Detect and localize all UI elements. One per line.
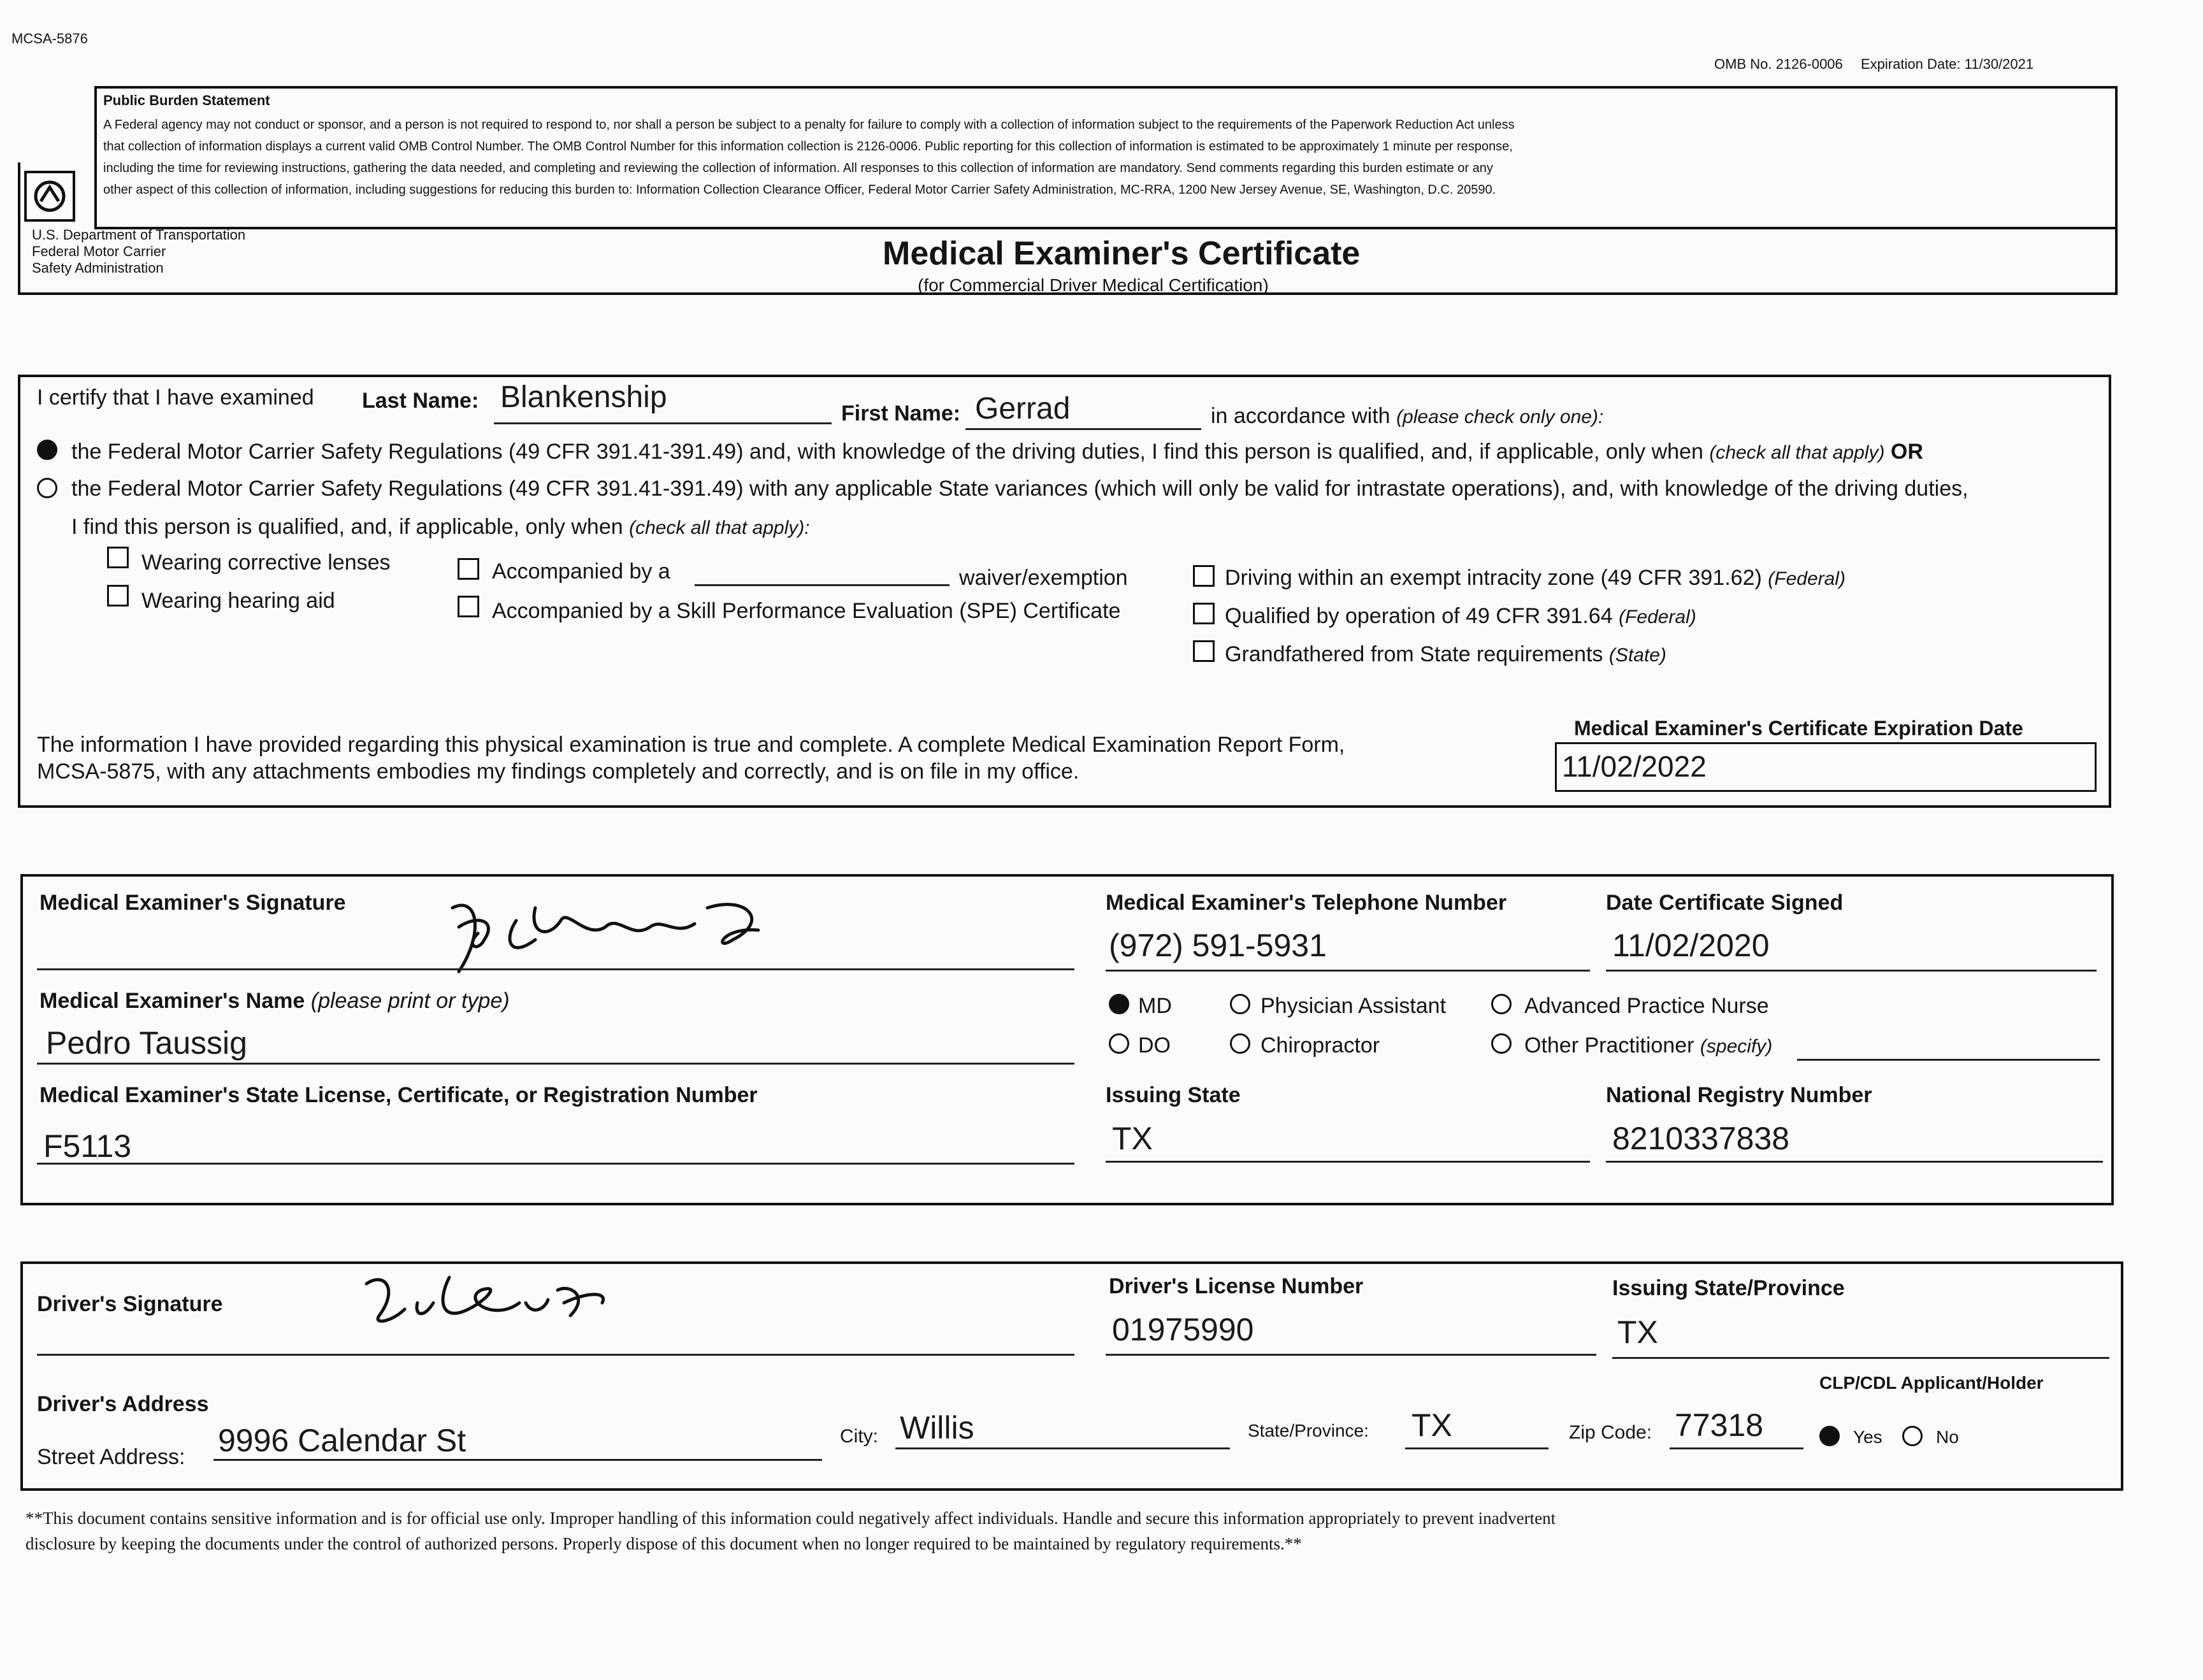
clp-yes-label: Yes bbox=[1853, 1427, 1882, 1447]
street-label: Street Address: bbox=[37, 1445, 185, 1469]
city-label: City: bbox=[840, 1426, 878, 1447]
examiner-name-value[interactable]: Pedro Taussig bbox=[46, 1025, 247, 1061]
option-state-label: the Federal Motor Carrier Safety Regulations (49 CFR 391.41-391.49) with any applicable State variances (which will only be valid for intrastate operations), and, with knowledge of the driving duties, bbox=[71, 477, 1968, 501]
registry-value[interactable]: 8210337838 bbox=[1612, 1121, 1790, 1156]
intracity-checkbox[interactable] bbox=[1193, 565, 1215, 587]
driver-issuing-label: Issuing State/Province bbox=[1612, 1276, 1845, 1300]
last-name-label: Last Name: bbox=[362, 389, 479, 413]
option-state-label-cont: I find this person is qualified, and, if applicable, only when bbox=[71, 515, 623, 539]
burden-title: Public Burden Statement bbox=[103, 92, 270, 108]
driver-signature-icon bbox=[354, 1265, 621, 1335]
license-line bbox=[37, 1163, 1074, 1165]
page-subtitle: (for Commercial Driver Medical Certification) bbox=[918, 275, 1269, 295]
first-name-line bbox=[965, 428, 1201, 430]
certify-intro: I certify that I have examined bbox=[37, 385, 314, 410]
spe-checkbox[interactable] bbox=[458, 596, 479, 617]
grandfathered-label: Grandfathered from State requirements bbox=[1225, 642, 1603, 666]
other-practitioner-text bbox=[1524, 1033, 1772, 1058]
agency-line-1: U.S. Department of Transportation bbox=[32, 227, 246, 243]
phone-line bbox=[1106, 970, 1590, 972]
agency-line-3: Safety Administration bbox=[32, 260, 164, 276]
zip-value[interactable]: 77318 bbox=[1675, 1407, 1764, 1443]
license-label: Medical Examiner's State License, Certificate, or Registration Number bbox=[40, 1083, 758, 1107]
hearing-aid-label: Wearing hearing aid bbox=[141, 589, 335, 613]
dot-logo-icon bbox=[24, 171, 75, 222]
accordance-text bbox=[1211, 404, 1603, 429]
examiner-signature-label: Medical Examiner's Signature bbox=[40, 891, 346, 915]
other-practitioner-note: (specify) bbox=[1700, 1036, 1773, 1057]
option-federal-text bbox=[71, 440, 1923, 464]
street-line bbox=[213, 1459, 822, 1461]
grandfathered-note: (State) bbox=[1608, 645, 1666, 666]
clp-no-radio[interactable] bbox=[1902, 1426, 1923, 1446]
date-signed-label: Date Certificate Signed bbox=[1606, 891, 1844, 915]
waiver-label: waiver/exemption bbox=[959, 566, 1128, 590]
first-name-value[interactable]: Gerrad bbox=[975, 392, 1071, 426]
zip-label: Zip Code: bbox=[1569, 1422, 1652, 1443]
date-signed-line bbox=[1606, 970, 2097, 972]
burden-line-4: other aspect of this collection of information, including suggestions for reducing this burden to: Information Collection Clearance Officer, Federal Motor Carrier Safety Administration, MC-RRA, 1200 New Jersey Avenue, SE, Washington, D.C. 20590. bbox=[103, 183, 1496, 197]
operation-note: (Federal) bbox=[1619, 607, 1696, 628]
driver-signature-label: Driver's Signature bbox=[37, 1292, 223, 1316]
other-practitioner-label: Other Practitioner bbox=[1524, 1033, 1694, 1058]
form-id: MCSA-5876 bbox=[11, 31, 88, 47]
accordance-label: in accordance with bbox=[1211, 404, 1390, 428]
do-label: DO bbox=[1138, 1033, 1171, 1058]
operation-checkbox[interactable] bbox=[1193, 603, 1215, 624]
statement-line-1: The information I have provided regarding this physical examination is true and complete. A complete Medical Examination Report Form, bbox=[37, 733, 1345, 757]
statement-line-2: MCSA-5875, with any attachments embodies my findings completely and correctly, and is on file in my office. bbox=[37, 759, 1080, 784]
option-or: OR bbox=[1890, 440, 1923, 464]
corrective-lenses-label: Wearing corrective lenses bbox=[141, 550, 391, 575]
other-practitioner-line[interactable] bbox=[1797, 1059, 2100, 1061]
agency-line-2: Federal Motor Carrier bbox=[32, 243, 166, 259]
option-federal-note: (check all that apply) bbox=[1709, 442, 1885, 463]
other-practitioner-radio[interactable] bbox=[1491, 1033, 1512, 1054]
first-name-label: First Name: bbox=[841, 401, 961, 426]
expiration-date-value: 11/02/2022 bbox=[1562, 750, 1707, 783]
omb-number: OMB No. 2126-0006 bbox=[1714, 56, 1843, 72]
examiner-name-label: Medical Examiner's Name bbox=[40, 989, 305, 1013]
examiner-name-note: (please print or type) bbox=[310, 989, 510, 1013]
issuing-state-line bbox=[1106, 1161, 1590, 1163]
md-radio[interactable] bbox=[1109, 994, 1129, 1014]
operation-text bbox=[1225, 604, 1696, 629]
issuing-state-value[interactable]: TX bbox=[1112, 1121, 1153, 1156]
last-name-value[interactable]: Blankenship bbox=[500, 380, 667, 414]
intracity-label: Driving within an exempt intracity zone (49 CFR 391.62) bbox=[1225, 566, 1762, 590]
phone-label: Medical Examiner's Telephone Number bbox=[1106, 891, 1507, 915]
registry-line bbox=[1606, 1161, 2103, 1163]
apn-label: Advanced Practice Nurse bbox=[1524, 994, 1769, 1018]
registry-label: National Registry Number bbox=[1606, 1083, 1872, 1107]
md-label: MD bbox=[1138, 994, 1172, 1018]
option-state-text-cont bbox=[71, 515, 810, 540]
state-label: State/Province: bbox=[1248, 1421, 1369, 1440]
footer-line-1: **This document contains sensitive information and is for official use only. Improper handling of this information could negatively affect individuals. Handle and secure this information appropriately to prevent inadvertent bbox=[25, 1509, 1556, 1528]
accordance-note: (please check only one): bbox=[1396, 406, 1604, 427]
burden-line-1: A Federal agency may not conduct or sponsor, and a person is not required to respond to, nor shall a person be subject to a penalty for failure to comply with a collection of information subject to the requirements of the Paperwork Reduction Act unless bbox=[103, 118, 1515, 132]
operation-label: Qualified by operation of 49 CFR 391.64 bbox=[1225, 604, 1613, 628]
hearing-aid-checkbox[interactable] bbox=[107, 585, 129, 607]
expiration-notice: Expiration Date: 11/30/2021 bbox=[1861, 56, 2034, 72]
do-radio[interactable] bbox=[1109, 1033, 1129, 1054]
intracity-text bbox=[1225, 566, 1845, 591]
date-signed-value[interactable]: 11/02/2020 bbox=[1612, 928, 1770, 963]
grandfathered-text bbox=[1225, 642, 1666, 667]
driver-license-value[interactable]: 01975990 bbox=[1112, 1312, 1254, 1347]
grandfathered-checkbox[interactable] bbox=[1193, 640, 1215, 662]
corrective-lenses-checkbox[interactable] bbox=[107, 547, 129, 568]
option-federal-label: the Federal Motor Carrier Safety Regulations (49 CFR 391.41-391.49) and, with knowledge of the driving duties, I find this person is qualified, and, if applicable, only when bbox=[71, 440, 1703, 464]
clp-no-label: No bbox=[1936, 1427, 1959, 1447]
pa-label: Physician Assistant bbox=[1260, 994, 1447, 1018]
driver-license-label: Driver's License Number bbox=[1109, 1274, 1364, 1298]
state-line bbox=[1405, 1447, 1549, 1449]
chiropractor-radio[interactable] bbox=[1230, 1033, 1250, 1054]
driver-signature-line[interactable] bbox=[37, 1354, 1074, 1356]
spe-label: Accompanied by a Skill Performance Evaluation (SPE) Certificate bbox=[492, 599, 1121, 623]
issuing-state-label: Issuing State bbox=[1106, 1083, 1241, 1107]
examiner-name-text bbox=[40, 989, 510, 1014]
phone-value[interactable]: (972) 591-5931 bbox=[1109, 928, 1327, 963]
expiration-date-box[interactable] bbox=[1555, 742, 2097, 792]
footer-line-2: disclosure by keeping the documents under the control of authorized persons. Properly dispose of this document when no longer required to be maintained by regulatory requirements.** bbox=[25, 1534, 1302, 1553]
clp-cdl-label: CLP/CDL Applicant/Holder bbox=[1819, 1373, 2044, 1393]
examiner-name-line bbox=[37, 1063, 1074, 1065]
driver-issuing-value[interactable]: TX bbox=[1617, 1314, 1658, 1350]
option-state-note: (check all that apply): bbox=[629, 517, 810, 538]
city-value[interactable]: Willis bbox=[900, 1410, 974, 1446]
examiner-section bbox=[20, 874, 2114, 1205]
clp-yes-radio[interactable] bbox=[1819, 1426, 1840, 1446]
zip-line bbox=[1670, 1447, 1803, 1449]
burden-line-2: that collection of information displays a current valid OMB Control Number. The OMB Control Number for this information collection is 2126-0006. Public reporting for this collection of information is estimated to be approximately 1 minute per response, bbox=[103, 140, 1513, 154]
city-line bbox=[895, 1447, 1230, 1449]
waiver-type-line[interactable] bbox=[695, 584, 950, 586]
intracity-note: (Federal) bbox=[1768, 568, 1845, 589]
last-name-line bbox=[494, 422, 832, 424]
page-title: Medical Examiner's Certificate bbox=[883, 235, 1361, 272]
driver-issuing-line bbox=[1612, 1357, 2109, 1359]
burden-line-3: including the time for reviewing instructions, gathering the data needed, and completing and reviewing the collection of information. All responses to this collection of information are mandatory. Send comments regarding this burden estimate or any bbox=[103, 161, 1493, 175]
examiner-signature-icon bbox=[440, 882, 797, 978]
option-state-radio[interactable] bbox=[37, 478, 57, 498]
waiver-checkbox[interactable] bbox=[458, 558, 479, 580]
street-value[interactable]: 9996 Calendar St bbox=[218, 1423, 466, 1458]
option-federal-radio[interactable] bbox=[37, 440, 57, 460]
driver-license-line bbox=[1106, 1354, 1596, 1356]
expiration-date-label: Medical Examiner's Certificate Expiration Date bbox=[1574, 717, 2023, 740]
pa-radio[interactable] bbox=[1230, 994, 1250, 1014]
state-value[interactable]: TX bbox=[1412, 1407, 1452, 1443]
license-value[interactable]: F5113 bbox=[43, 1128, 132, 1164]
accompanied-label: Accompanied by a bbox=[492, 559, 670, 584]
driver-address-label: Driver's Address bbox=[37, 1392, 209, 1416]
examiner-signature-line[interactable] bbox=[37, 968, 1074, 970]
apn-radio[interactable] bbox=[1491, 994, 1512, 1014]
chiropractor-label: Chiropractor bbox=[1260, 1033, 1380, 1058]
